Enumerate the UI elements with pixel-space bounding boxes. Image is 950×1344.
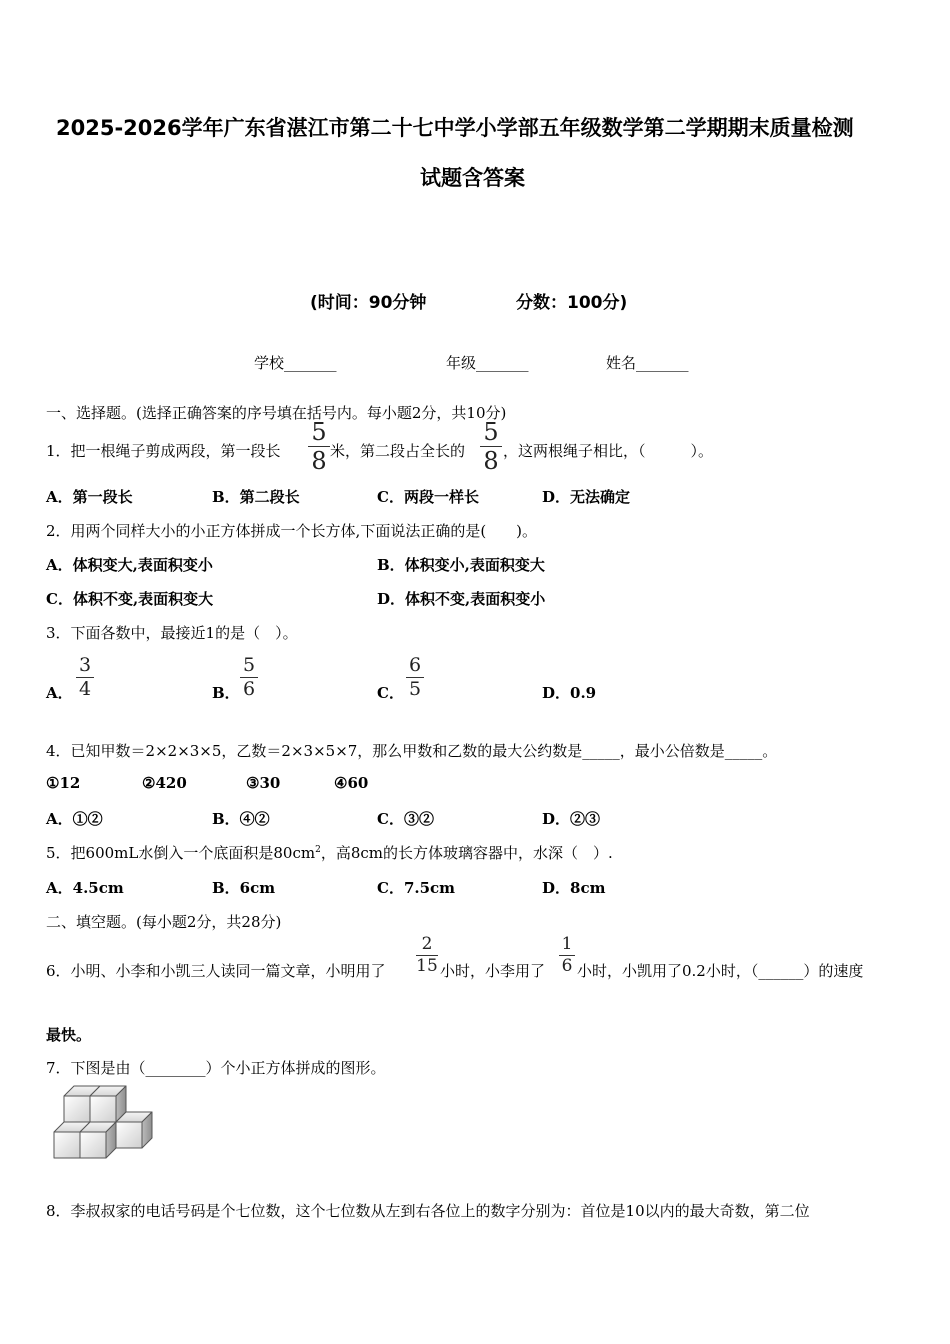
q4-stem: 4．已知甲数＝2×2×3×5，乙数＝2×3×5×7，那么甲数和乙数的最大公约数是_____，最小公倍数是_____。	[46, 742, 778, 760]
q1-fraction-2	[480, 420, 502, 473]
q5-stem-a: 5．把600mL水倒入一个底面积是80cm	[46, 844, 316, 862]
q3-option-d: D．0.9	[542, 684, 597, 702]
q2-stem: 2．用两个同样大小的小正方体拼成一个长方体,下面说法正确的是( )。	[46, 522, 538, 540]
q6-frac1-num: 2	[421, 934, 433, 954]
q4-choice-3: ③30	[246, 774, 281, 792]
q4-choice-4: ④60	[334, 774, 369, 792]
q1-fraction-1	[308, 420, 330, 473]
q1-middle: 米，第二段占全长的	[330, 442, 466, 460]
q1-frac1-num: 5	[311, 418, 327, 446]
q6-frac2-num: 1	[561, 934, 573, 954]
q2-option-b: B．体积变小,表面积变大	[377, 556, 545, 574]
q6-frac1-den: 15	[416, 956, 438, 976]
q8-stem: 8．李叔叔家的电话号码是个七位数，这个七位数从左到右各位上的数字分别为：首位是10以内的最大奇数，第二位	[46, 1202, 810, 1220]
document-title-line2: 试题含答案	[420, 166, 525, 190]
q3-option-b-label: B．	[212, 684, 240, 702]
q1-option-d: D．无法确定	[542, 488, 631, 506]
q1-option-b: B．第二段长	[212, 488, 300, 506]
q5-option-b: B．6cm	[212, 879, 276, 897]
q3-a-den: 4	[78, 678, 92, 700]
section2-heading: 二、填空题。(每小题2分，共28分)	[46, 913, 282, 931]
section1-heading: 一、选择题。(选择正确答案的序号填在括号内。每小题2分，共10分)	[46, 404, 507, 422]
q4-option-c: C．③②	[377, 810, 434, 828]
q6-frac2-den: 6	[561, 956, 573, 976]
q6-continuation: 最快。	[46, 1026, 92, 1044]
q5-option-a: A．4.5cm	[46, 879, 124, 897]
q6-fraction-2	[559, 936, 575, 975]
q1-frac2-den: 8	[483, 447, 499, 475]
q1-option-a: A．第一段长	[46, 488, 133, 506]
q4-option-a: A．①②	[46, 810, 103, 828]
document-title-line1: 2025-2026学年广东省湛江市第二十七中学小学部五年级数学第二学期期末质量检测	[56, 116, 854, 140]
cube-front-3	[116, 1122, 142, 1148]
grade-field: 年级_______	[446, 354, 529, 372]
q3-option-b-fraction	[240, 656, 258, 699]
q1-frac1-den: 8	[311, 447, 327, 475]
q3-option-c-fraction	[406, 656, 424, 699]
q2-option-a: A．体积变大,表面积变小	[46, 556, 213, 574]
q2-option-d: D．体积不变,表面积变小	[377, 590, 546, 608]
q1-suffix: ，这两根绳子相比，（ ）。	[503, 442, 714, 460]
q3-c-den: 5	[408, 678, 422, 700]
q5-stem-b: ，高8cm的长方体玻璃容器中，水深（ ）.	[320, 844, 613, 862]
cube-figure	[46, 1084, 158, 1162]
q3-option-c-label: C．	[377, 684, 404, 702]
q3-a-num: 3	[78, 654, 92, 676]
q3-b-num: 5	[242, 654, 256, 676]
cube-front-2	[80, 1122, 116, 1158]
q2-option-c: C．体积不变,表面积变大	[46, 590, 214, 608]
exam-time: (时间：90分钟	[310, 293, 427, 313]
q3-stem: 3．下面各数中，最接近1的是（ ）。	[46, 624, 298, 642]
q3-option-a-label: A．	[46, 684, 73, 702]
q6-prefix: 6．小明、小李和小凯三人读同一篇文章，小明用了	[46, 962, 386, 980]
q4-choice-1: ①12	[46, 774, 81, 792]
q6-suffix: 小时，小凯用了0.2小时，（______）的速度	[577, 962, 864, 980]
q7-stem: 7．下图是由（________）个小正方体拼成的图形。	[46, 1059, 386, 1077]
q3-b-den: 6	[242, 678, 256, 700]
q6-fraction-1	[416, 936, 438, 975]
q5-superscript: 2	[315, 845, 321, 855]
q6-middle: 小时，小李用了	[440, 962, 546, 980]
name-field: 姓名_______	[606, 354, 689, 372]
q1-frac2-num: 5	[483, 418, 499, 446]
q5-option-c: C．7.5cm	[377, 879, 456, 897]
q4-choice-2: ②420	[142, 774, 187, 792]
school-field: 学校_______	[254, 354, 337, 372]
exam-score: 分数：100分)	[516, 293, 628, 313]
q3-c-num: 6	[408, 654, 422, 676]
q3-option-a-fraction	[76, 656, 94, 699]
q1-prefix: 1．把一根绳子剪成两段，第一段长	[46, 442, 281, 460]
q1-option-c: C．两段一样长	[377, 488, 479, 506]
q4-option-b: B．④②	[212, 810, 270, 828]
q5-option-d: D．8cm	[542, 879, 606, 897]
q4-option-d: D．②③	[542, 810, 601, 828]
cube-top-right	[90, 1086, 126, 1122]
q5-stem	[46, 842, 613, 863]
